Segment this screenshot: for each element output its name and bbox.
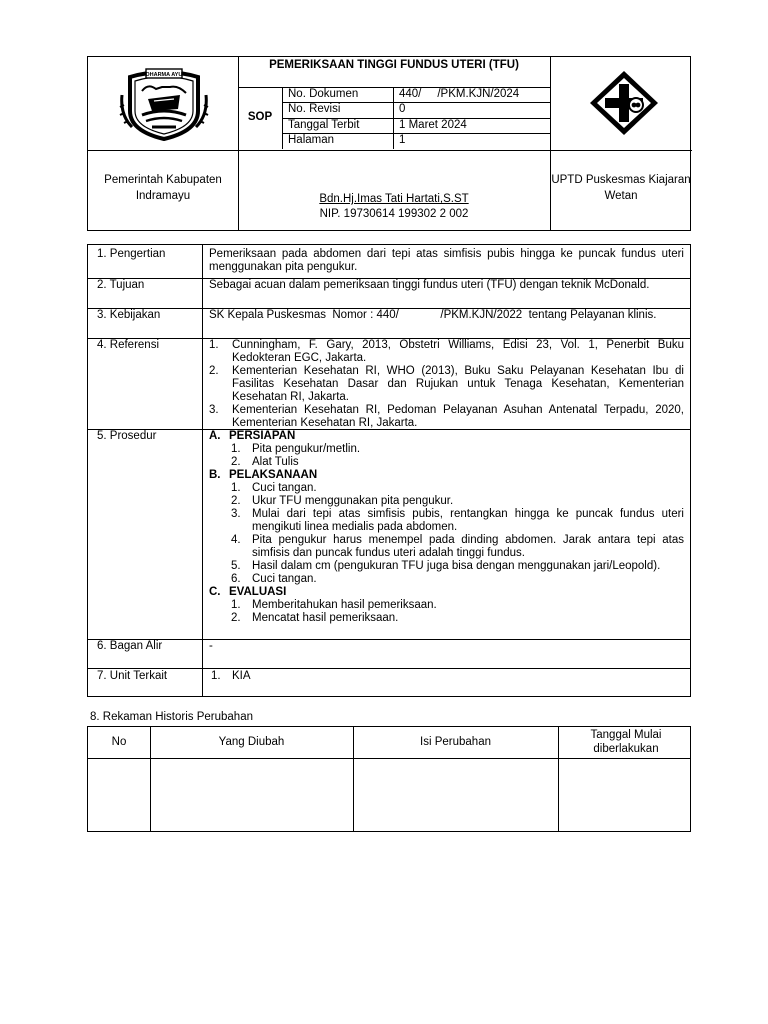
- list-item: [209, 404, 684, 430]
- item-text: Memberitahukan hasil pemeriksaan.: [252, 599, 437, 611]
- column-header-yang-diubah: Yang Diubah: [218, 736, 285, 748]
- history-table: [87, 726, 691, 832]
- list-item: [209, 573, 684, 586]
- item-number: 1.: [209, 339, 219, 351]
- list-item: [209, 456, 684, 469]
- meta-value-tanggal-terbit: 1 Maret 2024: [399, 119, 467, 131]
- item-text: Mulai dari tepi atas simfisis pubis, rentangkan hingga ke puncak fundus uteri mengikuti linea medialis pada abdomen.: [252, 508, 684, 533]
- reference-list: [209, 339, 684, 430]
- table-divider: [202, 245, 203, 697]
- meta-key-halaman: Halaman: [288, 134, 335, 146]
- label-unit-terkait: 7. Unit Terkait: [97, 670, 168, 682]
- content-tujuan: Sebagai acuan dalam pemeriksaan tinggi fundus uteri (TFU) dengan teknik McDonald.: [209, 279, 650, 291]
- section-title: EVALUASI: [229, 586, 287, 598]
- sop-label: SOP: [247, 111, 273, 123]
- content-kebijakan: SK Kepala Puskesmas Nomor : 440/ /PKM.KJN/2022 tentang Pelayanan klinis.: [209, 309, 657, 321]
- section-title: PERSIAPAN: [229, 430, 296, 442]
- item-text: Alat Tulis: [252, 456, 299, 468]
- item-number: 6.: [231, 573, 241, 585]
- label-tujuan: 2. Tujuan: [97, 279, 145, 291]
- puskesmas-emblem-icon: [588, 69, 660, 137]
- section-letter: B.: [209, 469, 221, 481]
- section-letter: A.: [209, 430, 221, 442]
- item-text: Cunningham, F. Gary, 2013, Obstetri Williams, Edisi 23, Vol. 1, Penerbit Buku Kedokteran EGC, Jakarta.: [232, 339, 684, 364]
- item-number: 4.: [231, 534, 241, 546]
- list-item: [209, 508, 684, 534]
- label-kebijakan: 3. Kebijakan: [97, 309, 161, 321]
- meta-key-no-dokumen: No. Dokumen: [288, 88, 359, 100]
- item-number: 2.: [231, 456, 241, 468]
- item-number: 1.: [231, 443, 241, 455]
- list-item: [209, 339, 684, 365]
- government-name: Pemerintah Kabupaten Indramayu: [104, 174, 222, 202]
- signer-nip: NIP. 19730614 199302 2 002: [319, 208, 469, 220]
- item-text: Pita pengukur harus menempel pada dinding abdomen. Jarak antara tepi atas simfisis dan puncak fundus uteri adalah tinggi fundus.: [252, 534, 684, 559]
- item-text: Mencatat hasil pemeriksaan.: [252, 612, 399, 624]
- item-text: Ukur TFU menggunakan pita pengukur.: [252, 495, 454, 507]
- meta-key-tanggal-terbit: Tanggal Terbit: [288, 119, 360, 131]
- section-heading-evaluasi: [209, 586, 684, 599]
- label-prosedur: 5. Prosedur: [97, 430, 157, 442]
- section-heading-pelaksanaan: [209, 469, 684, 482]
- label-pengertian: 1. Pengertian: [97, 248, 166, 260]
- item-text: Kementerian Kesehatan RI, WHO (2013), Buku Saku Pelayanan Kesehatan Ibu di Fasilitas Kesehatan Dasar dan Rujukan untuk Tenaga Kesehatan, Kementerian Kesehatan RI, Jakarta.: [232, 365, 684, 403]
- list-item: [209, 495, 684, 508]
- content-prosedur: [209, 430, 684, 625]
- column-header-isi-perubahan: Isi Perubahan: [420, 736, 491, 748]
- list-item: [209, 612, 684, 625]
- header-divider: [88, 150, 692, 151]
- list-item: [209, 443, 684, 456]
- label-bagan-alir: 6. Bagan Alir: [97, 640, 163, 652]
- table-divider: [558, 727, 559, 832]
- table-divider: [88, 758, 690, 759]
- regency-emblem-icon: [118, 65, 210, 141]
- column-header-tanggal-mulai: Tanggal Mulai diberlakukan: [590, 729, 662, 755]
- section-title: PELAKSANAAN: [229, 469, 318, 481]
- organization-name: UPTD Puskesmas Kiajaran Wetan: [551, 174, 691, 202]
- history-section-title: 8. Rekaman Historis Perubahan: [90, 711, 253, 723]
- item-number: 2.: [209, 365, 219, 377]
- signer-name: Bdn.Hj.Imas Tati Hartati,S.ST: [319, 193, 469, 205]
- meta-key-no-revisi: No. Revisi: [288, 103, 341, 115]
- item-number: 1.: [231, 482, 241, 494]
- item-text: KIA: [232, 670, 251, 682]
- list-item: [209, 534, 684, 560]
- content-pengertian: Pemeriksaan pada abdomen dari tepi atas simfisis pubis hingga ke puncak fundus uteri menggunakan pita pengukur.: [209, 248, 684, 273]
- item-number: 1.: [231, 599, 241, 611]
- table-divider: [88, 668, 690, 669]
- document-title: PEMERIKSAAN TINGGI FUNDUS UTERI (TFU): [269, 59, 519, 71]
- item-number: 2.: [231, 612, 241, 624]
- item-number: 3.: [231, 508, 241, 520]
- meta-value-no-dokumen: 440/ /PKM.KJN/2024: [399, 88, 520, 100]
- section-letter: C.: [209, 586, 221, 598]
- sop-content-table: [87, 244, 691, 697]
- item-number: 1.: [211, 670, 221, 682]
- list-item: [209, 560, 684, 573]
- item-text: Cuci tangan.: [252, 573, 317, 585]
- content-bagan-alir: -: [209, 640, 213, 652]
- list-item: [209, 482, 684, 495]
- item-text: Pita pengukur/metlin.: [252, 443, 361, 455]
- section-heading-persiapan: [209, 430, 684, 443]
- regency-logo: [118, 65, 210, 141]
- label-referensi: 4. Referensi: [97, 339, 160, 351]
- puskesmas-logo: [588, 69, 660, 137]
- item-number: 3.: [209, 404, 219, 416]
- header-divider: [550, 57, 551, 231]
- meta-value-no-revisi: 0: [399, 103, 406, 115]
- list-item: [209, 365, 684, 404]
- meta-value-halaman: 1: [399, 134, 406, 146]
- item-number: 2.: [231, 495, 241, 507]
- list-item: [209, 599, 684, 612]
- item-text: Cuci tangan.: [252, 482, 317, 494]
- list-item: [209, 670, 684, 683]
- column-header-no: No: [111, 736, 127, 748]
- item-text: Hasil dalam cm (pengukuran TFU juga bisa dengan menggunakan jari/Leopold).: [252, 560, 661, 572]
- logo-ribbon-text: DHARMA AYU: [145, 72, 183, 78]
- content-unit-terkait: [209, 670, 684, 683]
- item-text: Kementerian Kesehatan RI, Pedoman Pelayanan Asuhan Antenatal Terpadu, 2020, Kementerian Kesehatan RI, Jakarta.: [232, 404, 684, 429]
- document-header: [87, 56, 691, 231]
- item-number: 5.: [231, 560, 241, 572]
